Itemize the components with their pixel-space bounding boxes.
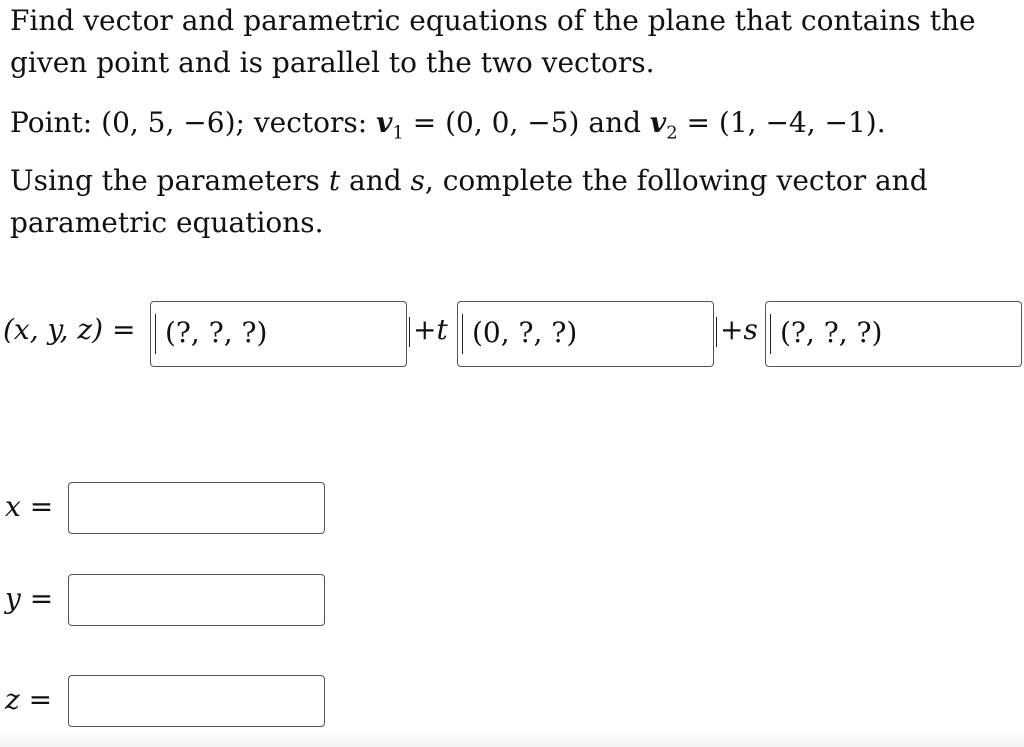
point-vector-input[interactable] [150,301,407,367]
z-equation-input[interactable] [68,675,325,727]
instruction-pre: Using the parameters [10,164,329,197]
operator-bar [409,317,410,347]
operator-bar [716,317,717,347]
v2-symbol: v [649,106,667,139]
bottom-shadow [0,729,1024,747]
input-cursor-bar [462,314,463,354]
x-equation-label: x = [5,490,54,523]
direction-vector-t-input[interactable] [457,301,714,367]
direction-vector-t-placeholder: (0, ?, ?) [472,316,578,349]
z-equation-label: z = [5,683,53,716]
point-label: Point: [10,106,102,139]
point-vector-placeholder: (?, ?, ?) [165,316,268,349]
direction-vector-s-input[interactable] [765,301,1022,367]
problem-data [10,102,1000,155]
instruction-mid: and [340,164,411,197]
y-equation-label: y = [5,582,54,615]
input-cursor-bar [155,314,156,354]
v2-value: = (1, −4, −1). [677,106,886,139]
v1-value: = (0, 0, −5) [403,106,580,139]
problem-instruction [10,160,970,244]
point-value: (0, 5, −6) [101,106,236,139]
plus-s-label: +s [720,313,758,346]
plus-t-label: +t [413,313,448,346]
param-s: s [410,164,425,197]
plus-s-operator [716,313,758,347]
y-equation-input[interactable] [68,574,325,626]
and-text: and [579,106,650,139]
vector-equation-lhs: (x, y, z) = [3,313,136,346]
x-equation-input[interactable] [68,482,325,534]
plus-t-operator [409,313,448,347]
vectors-label: ; vectors: [235,106,377,139]
v1-subscript: 1 [392,122,404,144]
direction-vector-s-placeholder: (?, ?, ?) [780,316,883,349]
v2-subscript: 2 [666,122,678,144]
input-cursor-bar [770,314,771,354]
param-t: t [328,164,341,197]
v1-symbol: v [376,106,393,139]
instruction-post: , complete the following vector and parametric equations. [10,164,928,239]
problem-intro: Find vector and parametric equations of the plane that contains the given point and is parallel to the two vectors. [10,4,976,79]
vector-equation-row [0,301,1024,367]
